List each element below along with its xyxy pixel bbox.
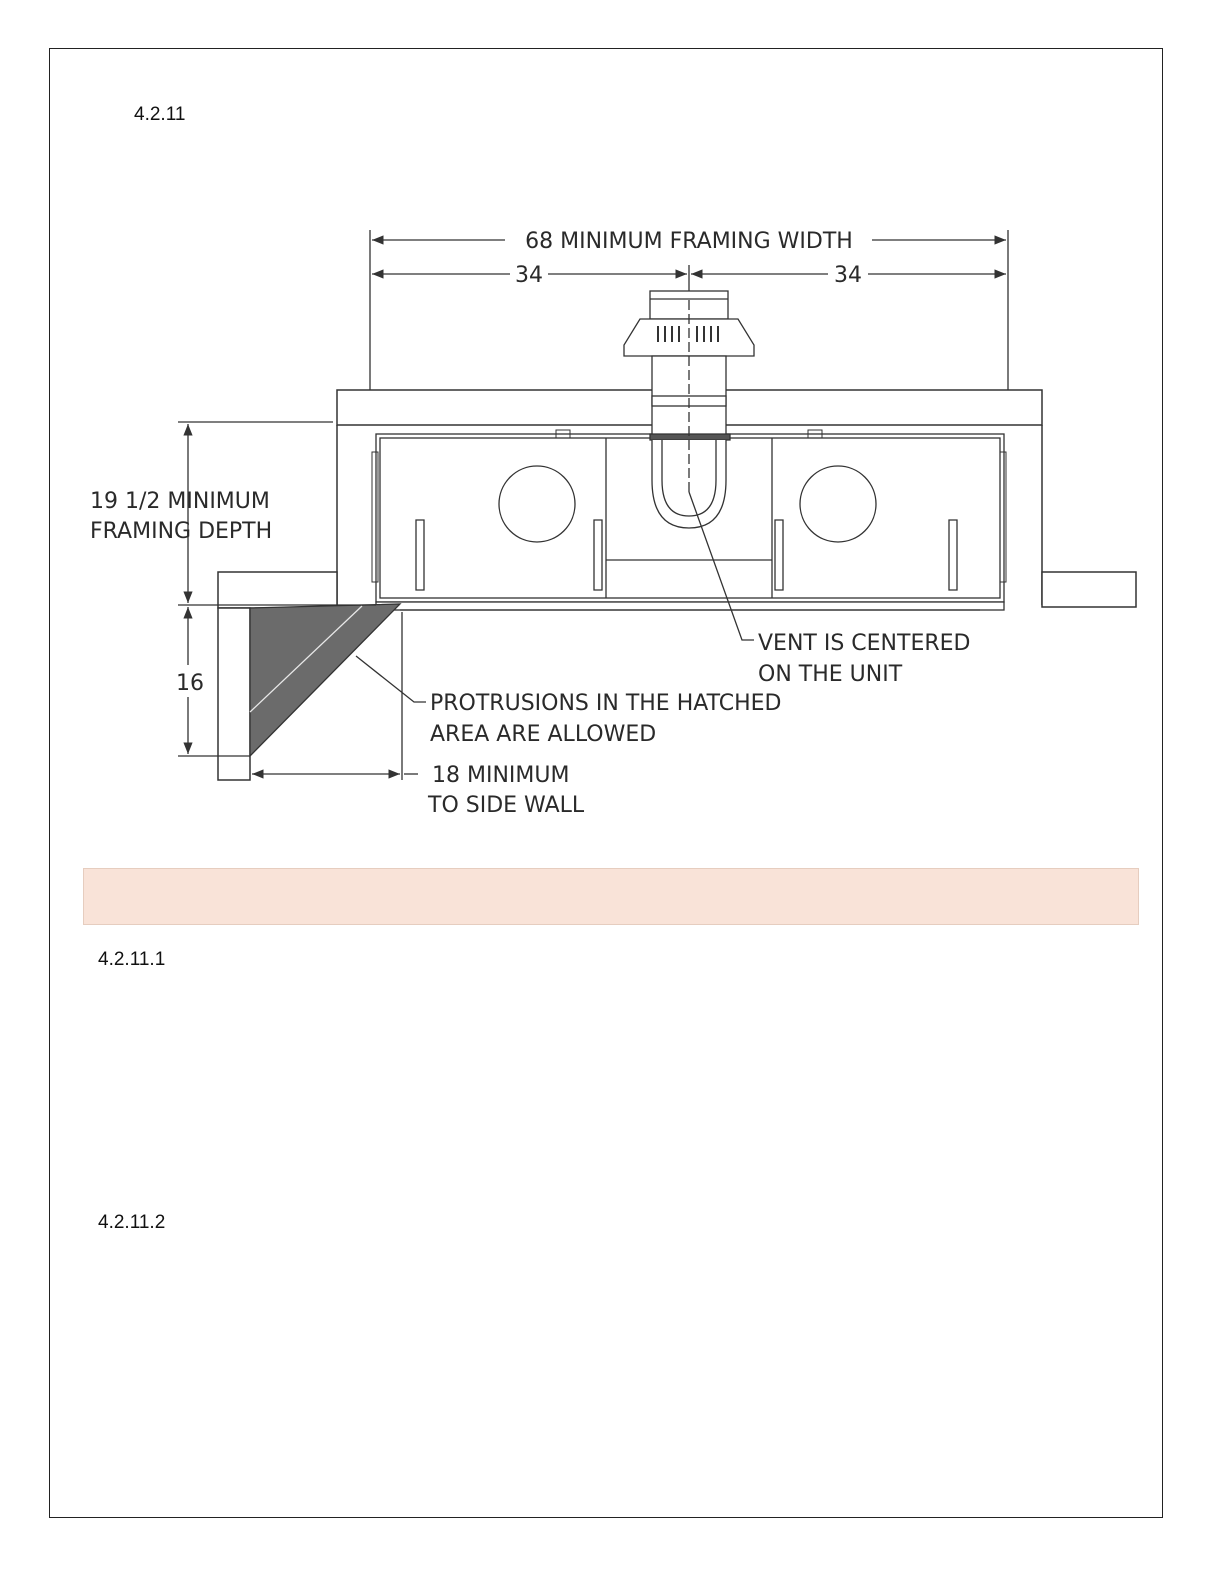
side-wall-label-line2: TO SIDE WALL (428, 793, 585, 818)
section-number-main: 4.2.11 (134, 104, 186, 125)
highlight-banner (83, 868, 1139, 925)
side-wall-label-line1: 18 MINIMUM (432, 763, 570, 788)
section-number-sub2: 4.2.11.2 (98, 1212, 166, 1233)
half-width-left-label: 34 (515, 263, 543, 288)
half-width-right-label: 34 (834, 263, 862, 288)
depth-label-line2: FRAMING DEPTH (90, 519, 273, 544)
vent-note-line2: ON THE UNIT (758, 662, 903, 687)
vent-note-line1: VENT IS CENTERED (758, 631, 971, 656)
section-number-sub1: 4.2.11.1 (98, 949, 166, 970)
depth-label-line1: 19 1/2 MINIMUM (90, 489, 270, 514)
hatched-protrusion-area (250, 604, 400, 756)
framing-width-label: 68 MINIMUM FRAMING WIDTH (525, 229, 853, 254)
hatch-note (356, 656, 781, 747)
hatch-note-line1: PROTRUSIONS IN THE HATCHED (430, 691, 782, 716)
protrusion-depth-label: 16 (176, 671, 204, 696)
hatch-note-line2: AREA ARE ALLOWED (430, 722, 657, 747)
